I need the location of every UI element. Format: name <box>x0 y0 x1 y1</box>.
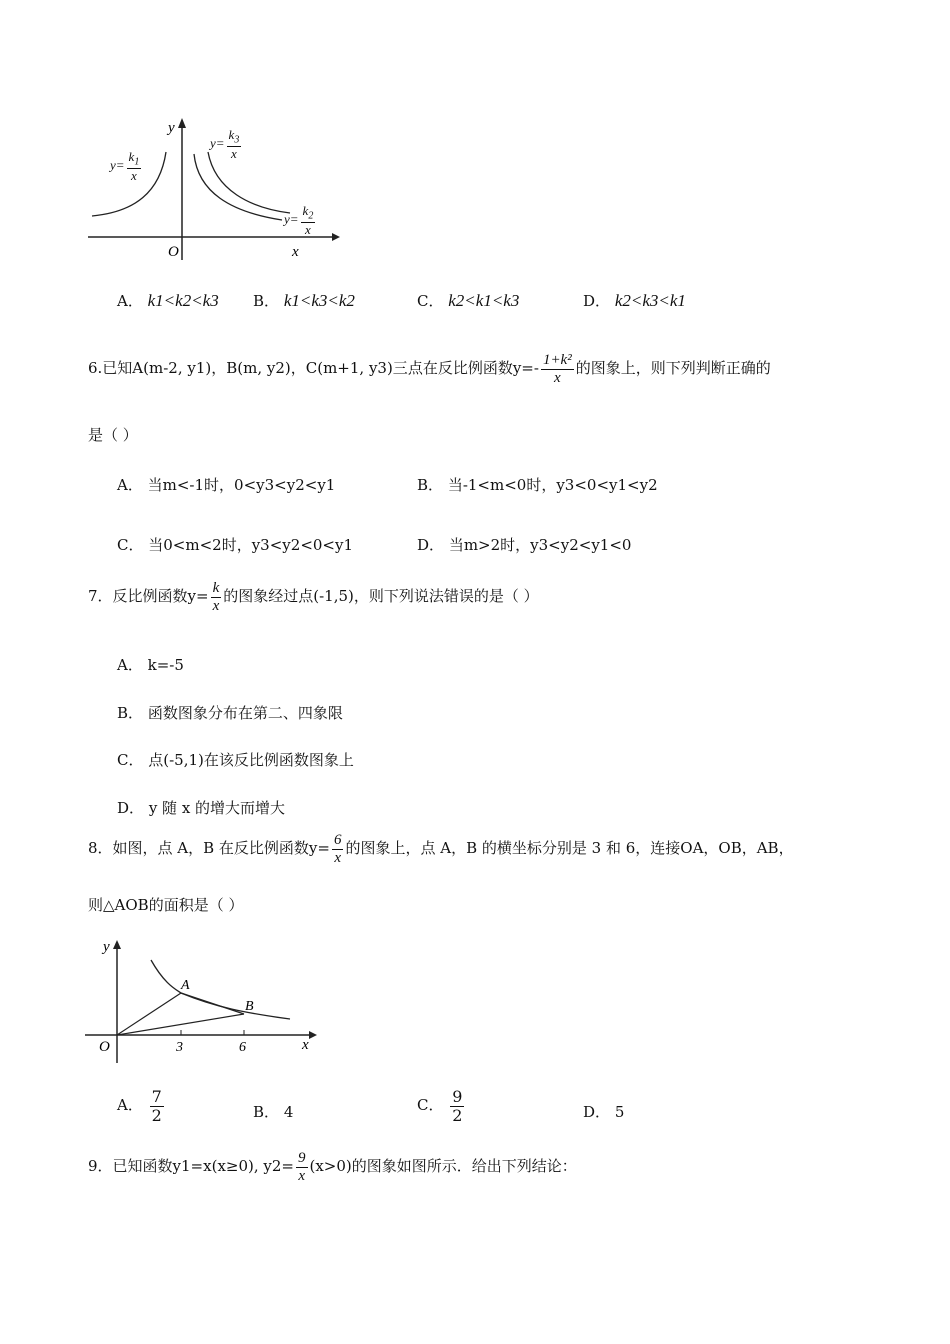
q5-y-label: y <box>168 120 175 136</box>
q7-option-d[interactable]: D． y 随 x 的增大而增大 <box>117 799 286 817</box>
q5-origin-label: O <box>168 244 179 260</box>
q7-option-c[interactable]: C． 点(-5,1)在该反比例函数图象上 <box>117 751 354 769</box>
q9-stem: 9．已知函数y1=x(x≥0), y2= $\frac{9}{x}$ (x>0)的图象如图所示．给出下列结论： <box>88 1150 577 1184</box>
q8-curve <box>151 960 290 1019</box>
q8-tick-3-label: 3 <box>176 1040 183 1055</box>
q6-stem-line2: 是（ ） <box>88 426 138 444</box>
q7-option-a[interactable]: A． k=-5 <box>117 656 184 674</box>
q6-option-b[interactable]: B． 当-1<m<0时，y3<0<y1<y2 <box>417 476 658 494</box>
q5-option-d[interactable]: D． k2<k3<k1 <box>583 291 686 310</box>
q6-option-a[interactable]: A． 当m<-1时，0<y3<y2<y1 <box>117 476 336 494</box>
q8-option-d[interactable]: D． 5 <box>583 1103 625 1121</box>
q6-option-d[interactable]: D． 当m>2时，y3<y2<y1<0 <box>417 536 632 554</box>
q5-x-label: x <box>292 244 299 260</box>
q5-label-k1: y= $\frac{k_1}{x}$ <box>110 149 140 183</box>
q8-option-c[interactable]: C． $\frac{9}{2}$ <box>417 1087 463 1125</box>
q8-stem-line2: 则△AOB的面积是（ ） <box>88 896 244 914</box>
q8-origin-label: O <box>99 1039 110 1055</box>
q5-label-k2: y= $\frac{k_2}{x}$ <box>284 203 314 237</box>
q8-y-label: y <box>103 939 110 955</box>
q8-point-a-label: A <box>181 978 190 993</box>
q5-option-a[interactable]: A． k1<k2<k3 <box>117 291 219 310</box>
q8-y-arrow <box>113 940 121 949</box>
q5-y-arrow <box>178 118 186 128</box>
q8-graph <box>85 935 325 1065</box>
q8-tick-6-label: 6 <box>239 1040 246 1055</box>
q8-option-b[interactable]: B． 4 <box>253 1103 294 1121</box>
q8-stem-line1: 8．如图，点 A，B 在反比例函数y= $\frac{6}{x}$ 的图象上，点 A，B 的横坐标分别是 3 和 6，连接OA，OB，AB， <box>88 832 794 866</box>
q5-label-k3: y= $\frac{k_3}{x}$ <box>210 127 240 161</box>
q8-x-label: x <box>302 1037 309 1053</box>
q7-stem: 7．反比例函数y= $\frac{k}{x}$ 的图象经过点(-1,5)，则下列说法错误的是（ ） <box>88 580 539 614</box>
q8-option-a[interactable]: A． $\frac{7}{2}$ <box>117 1087 162 1125</box>
q6-option-c[interactable]: C． 当0<m<2时，y3<y2<0<y1 <box>117 536 354 554</box>
q6-stem-line1: 6.已知A(m-2, y1)，B(m, y2)，C(m+1, y3)三点在反比例函数y=- $\frac{\text{1+k²}}{x}$ 的图象上，则下列判断正确的 <box>88 352 771 386</box>
q5-curve-k2 <box>208 152 290 213</box>
q5-option-b[interactable]: B． k1<k3<k2 <box>253 291 355 310</box>
q8-segment-ab <box>181 993 244 1014</box>
q7-option-b[interactable]: B． 函数图象分布在第二、四象限 <box>117 704 343 722</box>
q8-x-arrow <box>309 1031 317 1039</box>
q5-curve-k3 <box>194 154 282 220</box>
q8-point-b-label: B <box>245 999 254 1014</box>
q5-option-c[interactable]: C． k2<k1<k3 <box>417 291 520 310</box>
q5-x-arrow <box>332 233 340 241</box>
q8-segment-oa <box>117 993 181 1035</box>
